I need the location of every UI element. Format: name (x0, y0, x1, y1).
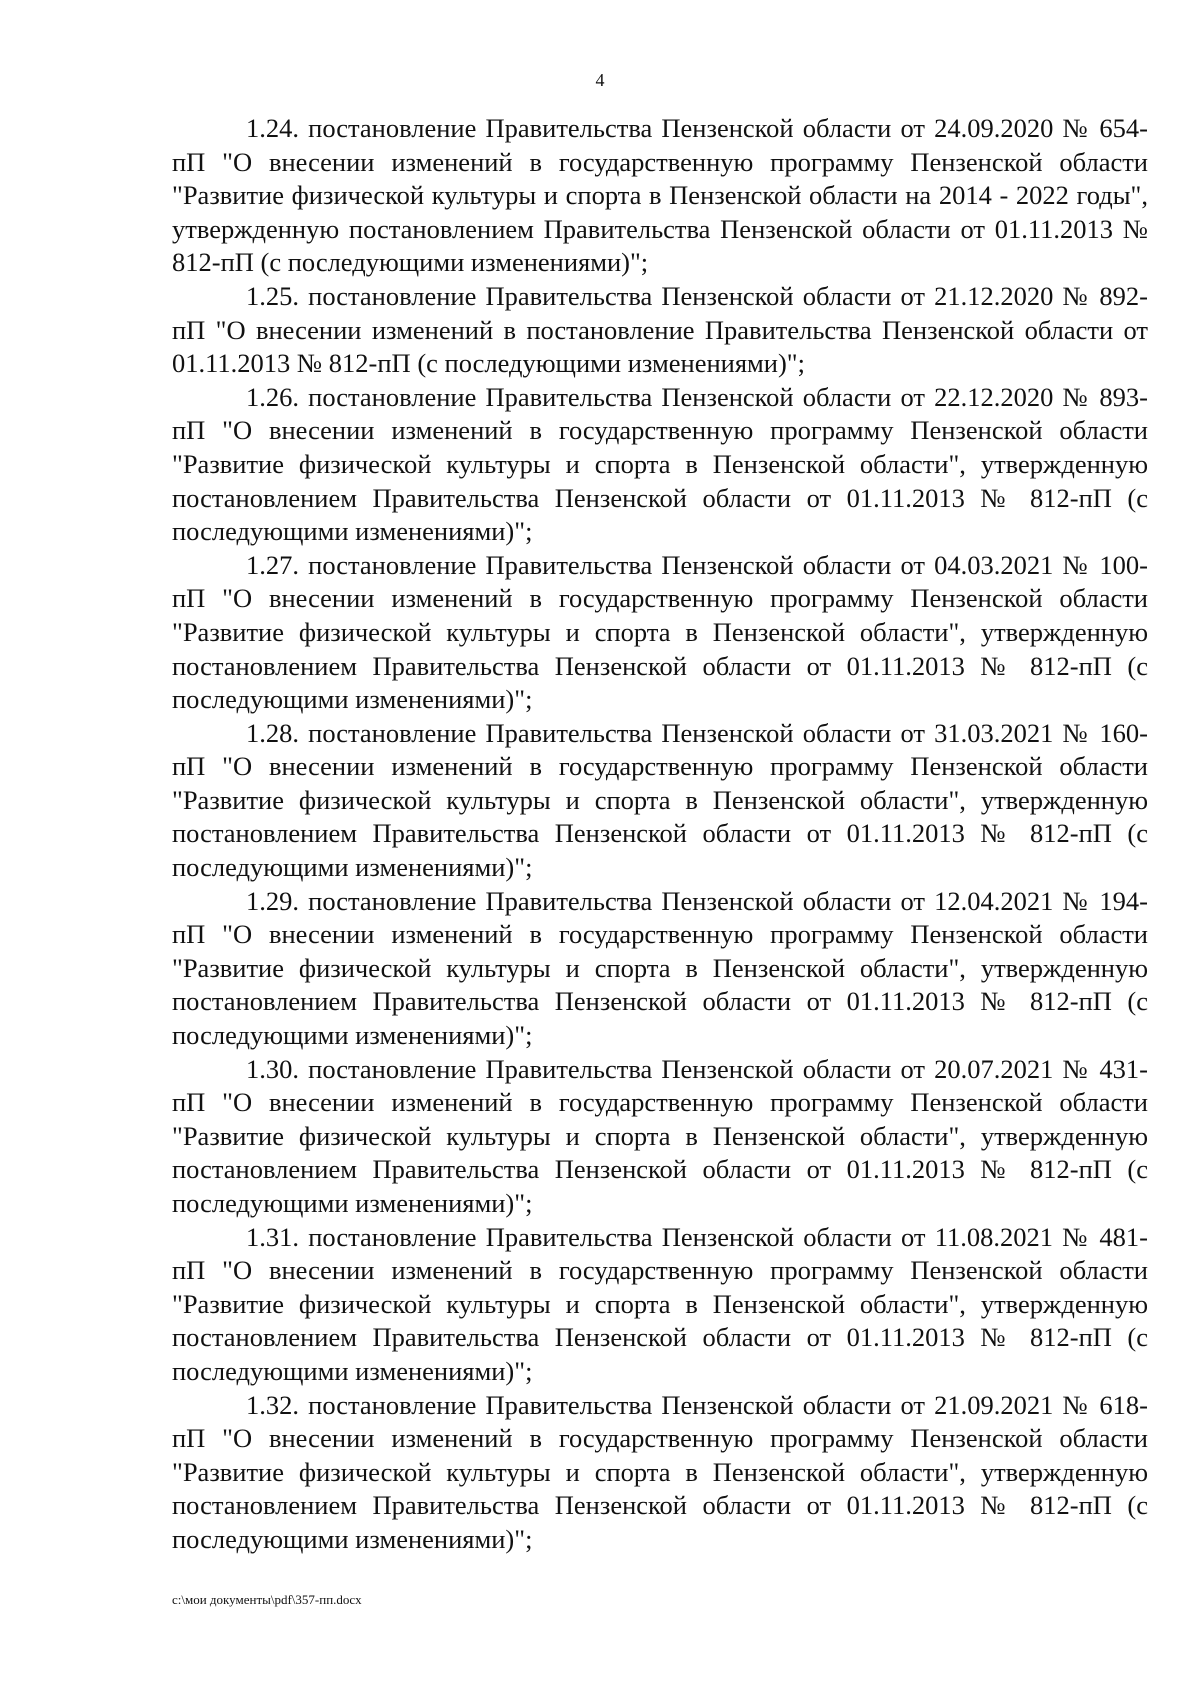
list-item: 1.30. постановление Правительства Пензенской области от 20.07.2021 № 431-пП "О внесении изменений в государственную программу Пензенской области "Развитие физической культуры и спорта в Пензенской области", утвержденную постановлением Правительства Пензенской области от 01.11.2013 № 812-пП (с последующими изменениями)"; (172, 1053, 1148, 1218)
list-item: 1.27. постановление Правительства Пензенской области от 04.03.2021 № 100-пП "О внесении изменений в государственную программу Пензенской области "Развитие физической культуры и спорта в Пензенской области", утвержденную постановлением Правительства Пензенской области от 01.11.2013 № 812-пП (с последующими изменениями)"; (172, 549, 1148, 715)
list-item: 1.25. постановление Правительства Пензенской области от 21.12.2020 № 892-пП "О внесении изменений в постановление Правительства Пензенской области от 01.11.2013 № 812-пП (с последующими изменениями)"; (172, 280, 1148, 379)
list-item: 1.26. постановление Правительства Пензенской области от 22.12.2020 № 893-пП "О внесении изменений в государственную программу Пензенской области "Развитие физической культуры и спорта в Пензенской области", утвержденную постановлением Правительства Пензенской области от 01.11.2013 № 812-пП (с последующими изменениями)"; (172, 381, 1148, 547)
document-body (172, 112, 1148, 1557)
list-item: 1.28. постановление Правительства Пензенской области от 31.03.2021 № 160-пП "О внесении изменений в государственную программу Пензенской области "Развитие физической культуры и спорта в Пензенской области", утвержденную постановлением Правительства Пензенской области от 01.11.2013 № 812-пП (с последующими изменениями)"; (172, 717, 1148, 883)
list-item: 1.31. постановление Правительства Пензенской области от 11.08.2021 № 481-пП "О внесении изменений в государственную программу Пензенской области "Развитие физической культуры и спорта в Пензенской области", утвержденную постановлением Правительства Пензенской области от 01.11.2013 № 812-пП (с последующими изменениями)"; (172, 1221, 1148, 1386)
list-item: 1.32. постановление Правительства Пензенской области от 21.09.2021 № 618-пП "О внесении изменений в государственную программу Пензенской области "Развитие физической культуры и спорта в Пензенской области", утвержденную постановлением Правительства Пензенской области от 01.11.2013 № 812-пП (с последующими изменениями)"; (172, 1389, 1148, 1554)
list-item: 1.24. постановление Правительства Пензенской области от 24.09.2020 № 654-пП "О внесении изменений в государственную программу Пензенской области "Развитие физической культуры и спорта в Пензенской области на 2014 - 2022 годы", утвержденную постановлением Правительства Пензенской области от 01.11.2013 № 812-пП (с последующими изменениями)"; (172, 113, 1148, 278)
page-number: 4 (595, 70, 605, 90)
footer-file-path: c:\мои документы\pdf\357-пп.docx (172, 1592, 362, 1607)
list-item: 1.29. постановление Правительства Пензенской области от 12.04.2021 № 194-пП "О внесении изменений в государственную программу Пензенской области "Развитие физической культуры и спорта в Пензенской области", утвержденную постановлением Правительства Пензенской области от 01.11.2013 № 812-пП (с последующими изменениями)"; (172, 885, 1148, 1051)
